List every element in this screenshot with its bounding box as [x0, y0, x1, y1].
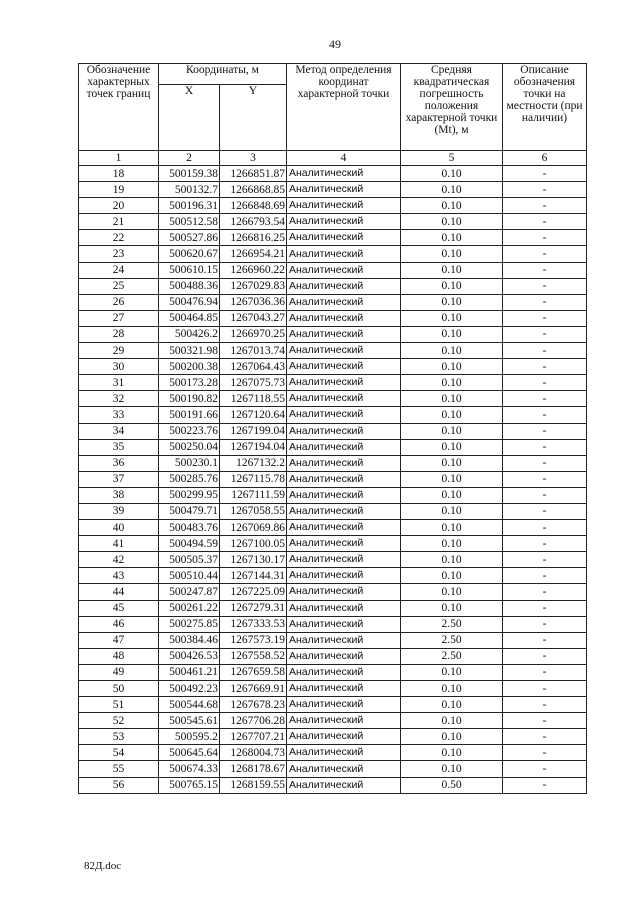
point-number-cell: 35: [79, 439, 159, 455]
header-method: Метод определения координат характерной точки: [287, 64, 401, 151]
method-cell: Аналитический: [287, 664, 401, 680]
footer-filename: 82Д.doc: [84, 860, 122, 872]
point-number-cell: 40: [79, 520, 159, 536]
point-number-cell: 24: [79, 262, 159, 278]
x-coordinate-cell: 500494.59: [159, 536, 220, 552]
description-cell: -: [503, 632, 587, 648]
method-cell: Аналитический: [287, 536, 401, 552]
method-cell: Аналитический: [287, 761, 401, 777]
table-row: [79, 536, 587, 552]
x-coordinate-cell: 500476.94: [159, 294, 220, 310]
method-cell: Аналитический: [287, 520, 401, 536]
table-row: [79, 648, 587, 664]
description-cell: -: [503, 600, 587, 616]
description-cell: -: [503, 214, 587, 230]
description-cell: -: [503, 697, 587, 713]
error-cell: 0.10: [401, 536, 503, 552]
method-cell: Аналитический: [287, 648, 401, 664]
x-coordinate-cell: 500492.23: [159, 681, 220, 697]
point-number-cell: 36: [79, 455, 159, 471]
point-number-cell: 20: [79, 198, 159, 214]
method-cell: Аналитический: [287, 246, 401, 262]
point-number-cell: 31: [79, 375, 159, 391]
table-row: [79, 326, 587, 342]
page-number: 49: [329, 37, 341, 51]
description-cell: -: [503, 520, 587, 536]
point-number-cell: 32: [79, 391, 159, 407]
table-row: [79, 584, 587, 600]
point-number-cell: 43: [79, 568, 159, 584]
description-cell: -: [503, 310, 587, 326]
point-number-cell: 34: [79, 423, 159, 439]
error-cell: 0.10: [401, 761, 503, 777]
y-coordinate-cell: 1267130.17: [220, 552, 287, 568]
table-row: [79, 487, 587, 503]
x-coordinate-cell: 500620.67: [159, 246, 220, 262]
point-number-cell: 49: [79, 664, 159, 680]
point-number-cell: 51: [79, 697, 159, 713]
column-number: 1: [79, 151, 159, 166]
point-number-cell: 26: [79, 294, 159, 310]
x-coordinate-cell: 500426.53: [159, 648, 220, 664]
point-number-cell: 22: [79, 230, 159, 246]
point-number-cell: 44: [79, 584, 159, 600]
error-cell: 0.10: [401, 455, 503, 471]
x-coordinate-cell: 500173.28: [159, 375, 220, 391]
header-point-designation: Обозначение характерных точек границ: [79, 64, 159, 151]
table-row: [79, 407, 587, 423]
y-coordinate-cell: 1267199.04: [220, 423, 287, 439]
x-coordinate-cell: 500645.64: [159, 745, 220, 761]
y-coordinate-cell: 1266851.87: [220, 166, 287, 182]
description-cell: -: [503, 745, 587, 761]
description-cell: -: [503, 584, 587, 600]
x-coordinate-cell: 500299.95: [159, 487, 220, 503]
point-number-cell: 50: [79, 681, 159, 697]
point-number-cell: 41: [79, 536, 159, 552]
table-row: [79, 359, 587, 375]
description-cell: -: [503, 471, 587, 487]
table-row: [79, 439, 587, 455]
x-coordinate-cell: 500200.38: [159, 359, 220, 375]
description-cell: -: [503, 487, 587, 503]
description-cell: -: [503, 246, 587, 262]
y-coordinate-cell: 1266848.69: [220, 198, 287, 214]
x-coordinate-cell: 500595.2: [159, 729, 220, 745]
description-cell: -: [503, 230, 587, 246]
table-row: [79, 455, 587, 471]
method-cell: Аналитический: [287, 375, 401, 391]
error-cell: 0.10: [401, 294, 503, 310]
method-cell: Аналитический: [287, 471, 401, 487]
column-number: 6: [503, 151, 587, 166]
description-cell: -: [503, 407, 587, 423]
description-cell: -: [503, 729, 587, 745]
description-cell: -: [503, 326, 587, 342]
x-coordinate-cell: 500610.15: [159, 262, 220, 278]
y-coordinate-cell: 1267279.31: [220, 600, 287, 616]
x-coordinate-cell: 500275.85: [159, 616, 220, 632]
error-cell: 0.10: [401, 214, 503, 230]
description-cell: -: [503, 713, 587, 729]
point-number-cell: 55: [79, 761, 159, 777]
error-cell: 0.10: [401, 310, 503, 326]
description-cell: -: [503, 198, 587, 214]
method-cell: Аналитический: [287, 487, 401, 503]
table-row: [79, 166, 587, 182]
y-coordinate-cell: 1267069.86: [220, 520, 287, 536]
description-cell: -: [503, 777, 587, 793]
method-cell: Аналитический: [287, 166, 401, 182]
error-cell: 0.10: [401, 278, 503, 294]
y-coordinate-cell: 1267333.53: [220, 616, 287, 632]
description-cell: -: [503, 664, 587, 680]
x-coordinate-cell: 500250.04: [159, 439, 220, 455]
y-coordinate-cell: 1266816.25: [220, 230, 287, 246]
y-coordinate-cell: 1268159.55: [220, 777, 287, 793]
description-cell: -: [503, 166, 587, 182]
point-number-cell: 52: [79, 713, 159, 729]
point-number-cell: 25: [79, 278, 159, 294]
point-number-cell: 46: [79, 616, 159, 632]
y-coordinate-cell: 1266970.25: [220, 326, 287, 342]
table-row: [79, 278, 587, 294]
error-cell: 0.10: [401, 520, 503, 536]
x-coordinate-cell: 500132.7: [159, 182, 220, 198]
x-coordinate-cell: 500247.87: [159, 584, 220, 600]
error-cell: 2.50: [401, 648, 503, 664]
method-cell: Аналитический: [287, 343, 401, 359]
column-number: 3: [220, 151, 287, 166]
error-cell: 0.10: [401, 745, 503, 761]
column-number: 2: [159, 151, 220, 166]
y-coordinate-cell: 1267707.21: [220, 729, 287, 745]
table-body: [79, 166, 587, 794]
y-coordinate-cell: 1267058.55: [220, 503, 287, 519]
point-number-cell: 21: [79, 214, 159, 230]
x-coordinate-cell: 500765.15: [159, 777, 220, 793]
y-coordinate-cell: 1267013.74: [220, 343, 287, 359]
table-row: [79, 310, 587, 326]
x-coordinate-cell: 500674.33: [159, 761, 220, 777]
y-coordinate-cell: 1267118.55: [220, 391, 287, 407]
error-cell: 0.10: [401, 471, 503, 487]
method-cell: Аналитический: [287, 262, 401, 278]
y-coordinate-cell: 1267659.58: [220, 664, 287, 680]
table-row: [79, 520, 587, 536]
method-cell: Аналитический: [287, 503, 401, 519]
table-row: [79, 198, 587, 214]
x-coordinate-cell: 500426.2: [159, 326, 220, 342]
x-coordinate-cell: 500488.36: [159, 278, 220, 294]
table-row: [79, 230, 587, 246]
method-cell: Аналитический: [287, 697, 401, 713]
table-row: [79, 182, 587, 198]
x-coordinate-cell: 500384.46: [159, 632, 220, 648]
error-cell: 0.10: [401, 697, 503, 713]
error-cell: 0.10: [401, 375, 503, 391]
y-coordinate-cell: 1266793.54: [220, 214, 287, 230]
table-row: [79, 214, 587, 230]
table-row: [79, 600, 587, 616]
method-cell: Аналитический: [287, 278, 401, 294]
x-coordinate-cell: 500483.76: [159, 520, 220, 536]
description-cell: -: [503, 278, 587, 294]
method-cell: Аналитический: [287, 745, 401, 761]
table-row: [79, 729, 587, 745]
x-coordinate-cell: 500223.76: [159, 423, 220, 439]
error-cell: 0.10: [401, 182, 503, 198]
point-number-cell: 37: [79, 471, 159, 487]
method-cell: Аналитический: [287, 713, 401, 729]
error-cell: 0.10: [401, 391, 503, 407]
point-number-cell: 47: [79, 632, 159, 648]
y-coordinate-cell: 1267100.05: [220, 536, 287, 552]
point-number-cell: 38: [79, 487, 159, 503]
coordinates-table: [78, 63, 587, 794]
point-number-cell: 18: [79, 166, 159, 182]
point-number-cell: 42: [79, 552, 159, 568]
y-coordinate-cell: 1266954.21: [220, 246, 287, 262]
description-cell: -: [503, 359, 587, 375]
x-coordinate-cell: 500527.86: [159, 230, 220, 246]
point-number-cell: 33: [79, 407, 159, 423]
y-coordinate-cell: 1267669.91: [220, 681, 287, 697]
table-row: [79, 761, 587, 777]
x-coordinate-cell: 500545.61: [159, 713, 220, 729]
error-cell: 0.10: [401, 326, 503, 342]
x-coordinate-cell: 500464.85: [159, 310, 220, 326]
point-number-cell: 28: [79, 326, 159, 342]
y-coordinate-cell: 1267558.52: [220, 648, 287, 664]
table-row: [79, 664, 587, 680]
method-cell: Аналитический: [287, 214, 401, 230]
description-cell: -: [503, 343, 587, 359]
y-coordinate-cell: 1267194.04: [220, 439, 287, 455]
error-cell: 0.10: [401, 423, 503, 439]
point-number-cell: 27: [79, 310, 159, 326]
table-row: [79, 777, 587, 793]
error-cell: 0.10: [401, 246, 503, 262]
method-cell: Аналитический: [287, 568, 401, 584]
error-cell: 0.10: [401, 262, 503, 278]
description-cell: -: [503, 294, 587, 310]
method-cell: Аналитический: [287, 729, 401, 745]
y-coordinate-cell: 1267111.59: [220, 487, 287, 503]
method-cell: Аналитический: [287, 616, 401, 632]
table-row: [79, 616, 587, 632]
error-cell: 0.10: [401, 166, 503, 182]
description-cell: -: [503, 552, 587, 568]
table-row: [79, 391, 587, 407]
x-coordinate-cell: 500191.66: [159, 407, 220, 423]
description-cell: -: [503, 681, 587, 697]
error-cell: 0.10: [401, 230, 503, 246]
header-coordinates: Координаты, м: [159, 64, 287, 85]
error-cell: 0.10: [401, 681, 503, 697]
method-cell: Аналитический: [287, 681, 401, 697]
description-cell: -: [503, 423, 587, 439]
error-cell: 0.10: [401, 439, 503, 455]
y-coordinate-cell: 1267706.28: [220, 713, 287, 729]
method-cell: Аналитический: [287, 439, 401, 455]
description-cell: -: [503, 391, 587, 407]
table-row: [79, 745, 587, 761]
table-row: [79, 713, 587, 729]
error-cell: 0.50: [401, 777, 503, 793]
x-coordinate-cell: 500479.71: [159, 503, 220, 519]
x-coordinate-cell: 500321.98: [159, 343, 220, 359]
table-row: [79, 423, 587, 439]
method-cell: Аналитический: [287, 359, 401, 375]
x-coordinate-cell: 500196.31: [159, 198, 220, 214]
method-cell: Аналитический: [287, 600, 401, 616]
method-cell: Аналитический: [287, 455, 401, 471]
description-cell: -: [503, 262, 587, 278]
y-coordinate-cell: 1268004.73: [220, 745, 287, 761]
table-row: [79, 681, 587, 697]
error-cell: 0.10: [401, 729, 503, 745]
y-coordinate-cell: 1267678.23: [220, 697, 287, 713]
error-cell: 2.50: [401, 616, 503, 632]
table-row: [79, 552, 587, 568]
description-cell: -: [503, 439, 587, 455]
method-cell: Аналитический: [287, 294, 401, 310]
y-coordinate-cell: 1267144.31: [220, 568, 287, 584]
error-cell: 0.10: [401, 584, 503, 600]
point-number-cell: 29: [79, 343, 159, 359]
table-row: [79, 697, 587, 713]
table-row: [79, 471, 587, 487]
point-number-cell: 56: [79, 777, 159, 793]
error-cell: 0.10: [401, 359, 503, 375]
method-cell: Аналитический: [287, 777, 401, 793]
method-cell: Аналитический: [287, 407, 401, 423]
method-cell: Аналитический: [287, 326, 401, 342]
point-number-cell: 39: [79, 503, 159, 519]
table-row: [79, 632, 587, 648]
x-coordinate-cell: 500544.68: [159, 697, 220, 713]
method-cell: Аналитический: [287, 632, 401, 648]
column-number: 5: [401, 151, 503, 166]
table-row: [79, 246, 587, 262]
error-cell: 0.10: [401, 552, 503, 568]
table-row: [79, 343, 587, 359]
table-row: [79, 503, 587, 519]
error-cell: 0.10: [401, 198, 503, 214]
error-cell: 0.10: [401, 568, 503, 584]
error-cell: 0.10: [401, 343, 503, 359]
table-row: [79, 294, 587, 310]
error-cell: 2.50: [401, 632, 503, 648]
description-cell: -: [503, 375, 587, 391]
description-cell: -: [503, 761, 587, 777]
error-cell: 0.10: [401, 664, 503, 680]
header-mean-error: Средняя квадратическая погрешность положения характерной точки (Mt), м: [401, 64, 503, 151]
error-cell: 0.10: [401, 713, 503, 729]
description-cell: -: [503, 536, 587, 552]
y-coordinate-cell: 1268178.67: [220, 761, 287, 777]
error-cell: 0.10: [401, 487, 503, 503]
column-number-row: [79, 151, 587, 166]
y-coordinate-cell: 1267120.64: [220, 407, 287, 423]
method-cell: Аналитический: [287, 391, 401, 407]
x-coordinate-cell: 500512.58: [159, 214, 220, 230]
description-cell: -: [503, 503, 587, 519]
y-coordinate-cell: 1267036.36: [220, 294, 287, 310]
y-coordinate-cell: 1266868.85: [220, 182, 287, 198]
y-coordinate-cell: 1267064.43: [220, 359, 287, 375]
method-cell: Аналитический: [287, 198, 401, 214]
x-coordinate-cell: 500510.44: [159, 568, 220, 584]
error-cell: 0.10: [401, 600, 503, 616]
description-cell: -: [503, 455, 587, 471]
description-cell: -: [503, 648, 587, 664]
column-number: 4: [287, 151, 401, 166]
point-number-cell: 30: [79, 359, 159, 375]
y-coordinate-cell: 1267043.27: [220, 310, 287, 326]
point-number-cell: 23: [79, 246, 159, 262]
point-number-cell: 45: [79, 600, 159, 616]
table-row: [79, 568, 587, 584]
x-coordinate-cell: 500461.21: [159, 664, 220, 680]
x-coordinate-cell: 500230.1: [159, 455, 220, 471]
point-number-cell: 54: [79, 745, 159, 761]
y-coordinate-cell: 1267029.83: [220, 278, 287, 294]
error-cell: 0.10: [401, 503, 503, 519]
method-cell: Аналитический: [287, 423, 401, 439]
point-number-cell: 53: [79, 729, 159, 745]
x-coordinate-cell: 500190.82: [159, 391, 220, 407]
x-coordinate-cell: 500159.38: [159, 166, 220, 182]
method-cell: Аналитический: [287, 310, 401, 326]
header-y: Y: [220, 85, 287, 151]
x-coordinate-cell: 500285.76: [159, 471, 220, 487]
description-cell: -: [503, 568, 587, 584]
y-coordinate-cell: 1267115.78: [220, 471, 287, 487]
header-x: X: [159, 85, 220, 151]
method-cell: Аналитический: [287, 182, 401, 198]
description-cell: -: [503, 616, 587, 632]
y-coordinate-cell: 1267573.19: [220, 632, 287, 648]
error-cell: 0.10: [401, 407, 503, 423]
point-number-cell: 19: [79, 182, 159, 198]
y-coordinate-cell: 1267225.09: [220, 584, 287, 600]
y-coordinate-cell: 1267075.73: [220, 375, 287, 391]
method-cell: Аналитический: [287, 584, 401, 600]
method-cell: Аналитический: [287, 230, 401, 246]
method-cell: Аналитический: [287, 552, 401, 568]
description-cell: -: [503, 182, 587, 198]
header-description: Описание обозначения точки на местности (при наличии): [503, 64, 587, 151]
table-row: [79, 375, 587, 391]
x-coordinate-cell: 500261.22: [159, 600, 220, 616]
y-coordinate-cell: 1267132.2: [220, 455, 287, 471]
table-row: [79, 262, 587, 278]
point-number-cell: 48: [79, 648, 159, 664]
y-coordinate-cell: 1266960.22: [220, 262, 287, 278]
x-coordinate-cell: 500505.37: [159, 552, 220, 568]
